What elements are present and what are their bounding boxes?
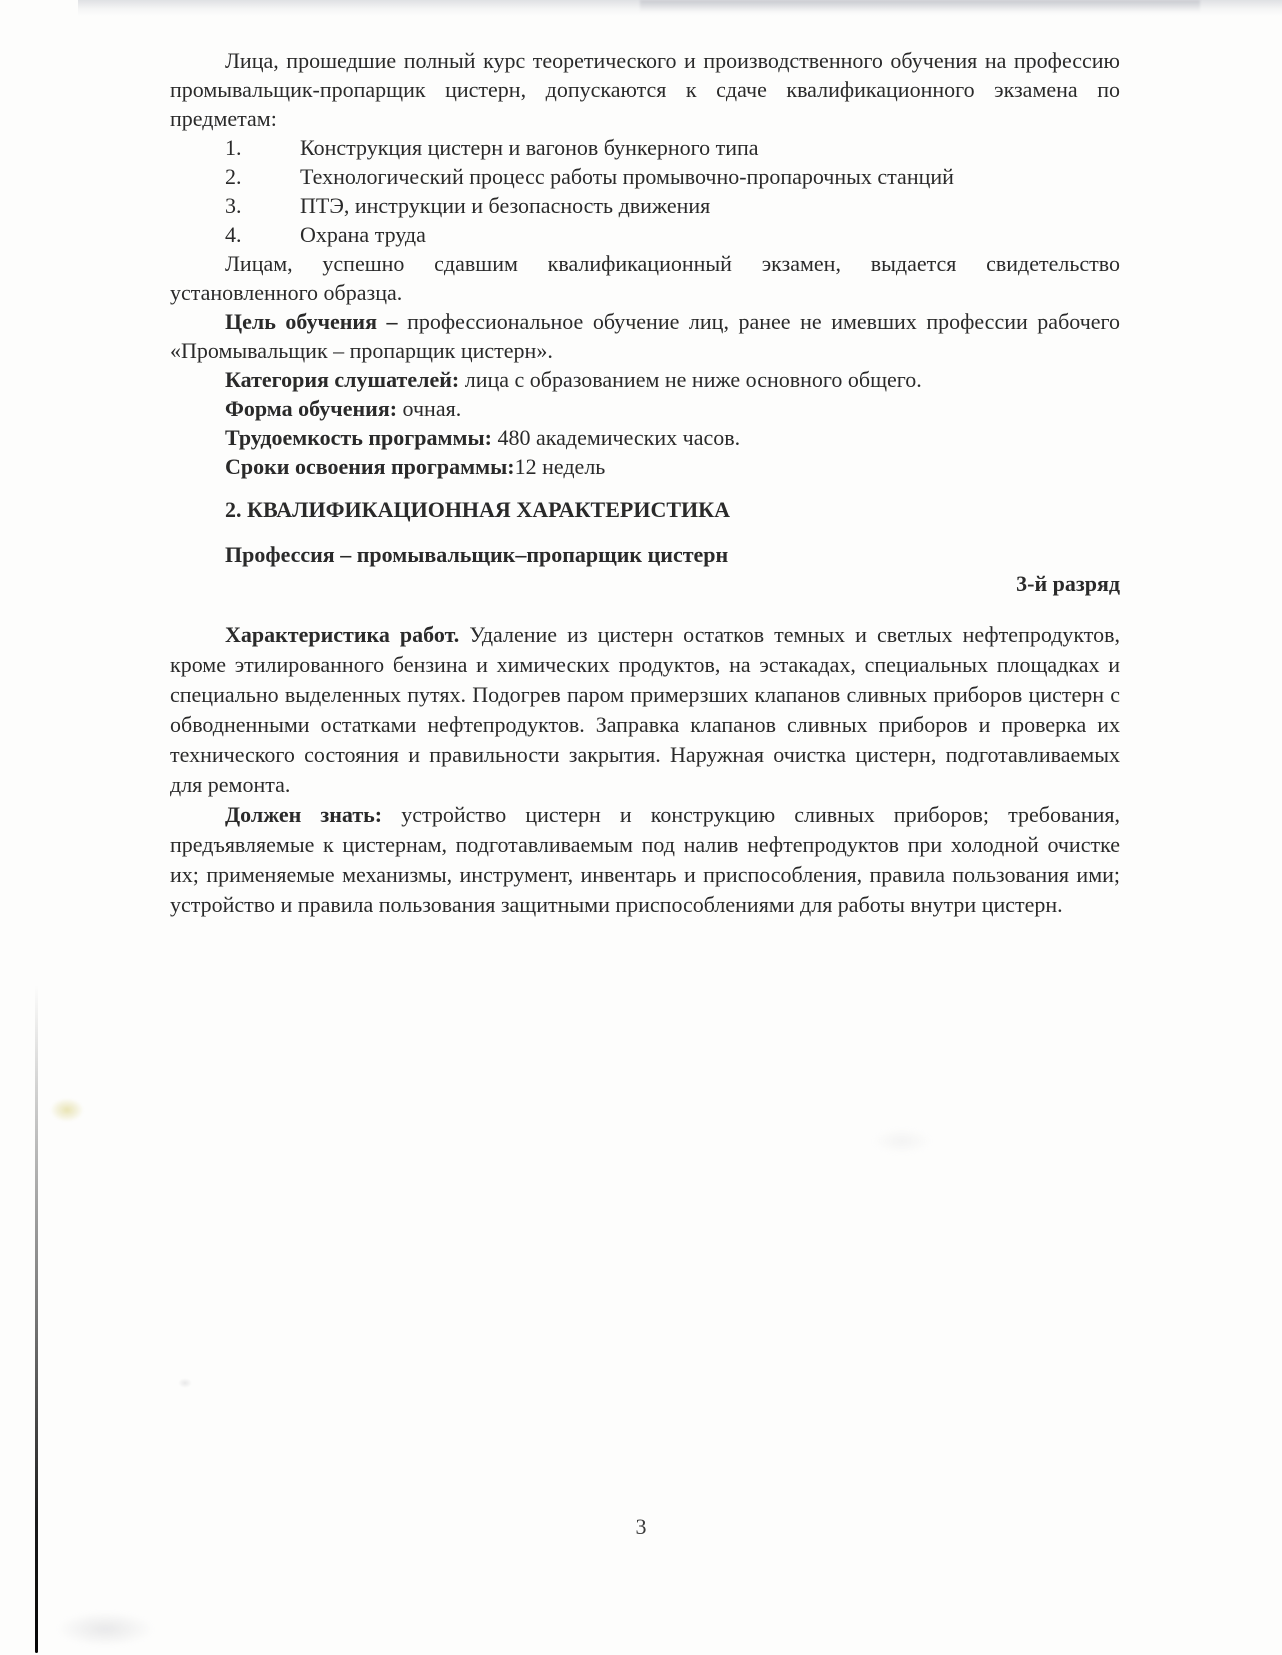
grade-line: 3-й разряд [1016,571,1120,596]
scan-artifact-speck [872,1128,932,1154]
goal-paragraph [170,307,1120,365]
intro-paragraph: Лица, прошедшие полный курс теоретического и производственного обучения на профессию промывальщик-пропарщик цистерн, допускаются к сдаче квалификационного экзамена по предметам: [170,48,1120,131]
duration-line [170,452,1120,481]
subject-label: Технологический процесс работы промывочно-пропарочных станций [300,164,954,189]
workload-text: 480 академических часов. [497,425,741,450]
subject-number: 3. [225,193,242,218]
form-line [170,394,1120,423]
workload-label: Трудоемкость программы: [225,425,492,450]
profession-line: Профессия – промывальщик–пропарщик цистерн [225,542,729,567]
subject-item [170,133,1120,162]
section-heading: 2. КВАЛИФИКАЦИОННАЯ ХАРАКТЕРИСТИКА [225,497,730,522]
subject-label: Конструкция цистерн и вагонов бункерного типа [300,135,759,160]
know-label: Должен знать: [225,802,383,827]
category-label: Категория слушателей: [225,367,460,392]
work-label: Характеристика работ. [225,622,460,647]
form-label: Форма обучения: [225,396,398,421]
subject-number: 2. [225,164,242,189]
scan-artifact-bottom-smudge [58,1612,153,1646]
scan-artifact-top-band-dark [640,0,1200,12]
subject-item [170,191,1120,220]
goal-label: Цель обучения – [225,309,398,334]
duration-text: 12 недель [514,454,606,479]
scan-artifact-left-line [35,985,38,1653]
document-text-block [170,46,1120,920]
subject-label: Охрана труда [300,222,426,247]
subject-item [170,162,1120,191]
certificate-paragraph: Лицам, успешно сдавшим квалификационный экзамен, выдается свидетельство установленного образца. [170,251,1120,305]
category-text: лица с образованием не ниже основного общего. [464,367,922,392]
scan-artifact-speck [178,1378,192,1388]
workload-line [170,423,1120,452]
work-text: Удаление из цистерн остатков темных и светлых нефтепродуктов, кроме этилированного бензина и химических продуктов, на эстакадах, специальных площадках и специально выделенных путях. Подогрев паром примерзших клапанов сливных приборов цистерн с обводненными остатками нефтепродуктов. Заправка клапанов сливных приборов и проверка их технического состояния и правильности закрытия. Наружная очистка цистерн, подготавливаемых для ремонта. [170,622,1121,797]
goal-text: профессиональное обучение лиц, ранее не имевших профессии рабочего «Промывальщик – пропарщик цистерн». [170,309,1120,363]
subject-item [170,220,1120,249]
form-text: очная. [402,396,462,421]
know-text: устройство цистерн и конструкцию сливных приборов; требования, предъявляемые к цистернам, подготавливаемым под налив нефтепродуктов при холодной очистке их; применяемые механизмы, инструмент, инвентарь и приспособления, правила пользования ими; устройство и правила пользования защитными приспособлениями для работы внутри цистерн. [170,802,1121,917]
page-number: 3 [635,1514,647,1539]
subject-number: 4. [225,222,242,247]
scan-artifact-yellow-smudge [50,1098,84,1122]
duration-label: Сроки освоения программы: [225,454,515,479]
category-line [170,365,1120,394]
work-paragraph [170,620,1120,800]
subject-number: 1. [225,135,242,160]
subject-label: ПТЭ, инструкции и безопасность движения [300,193,711,218]
know-paragraph [170,800,1120,920]
subjects-list [170,133,1120,249]
